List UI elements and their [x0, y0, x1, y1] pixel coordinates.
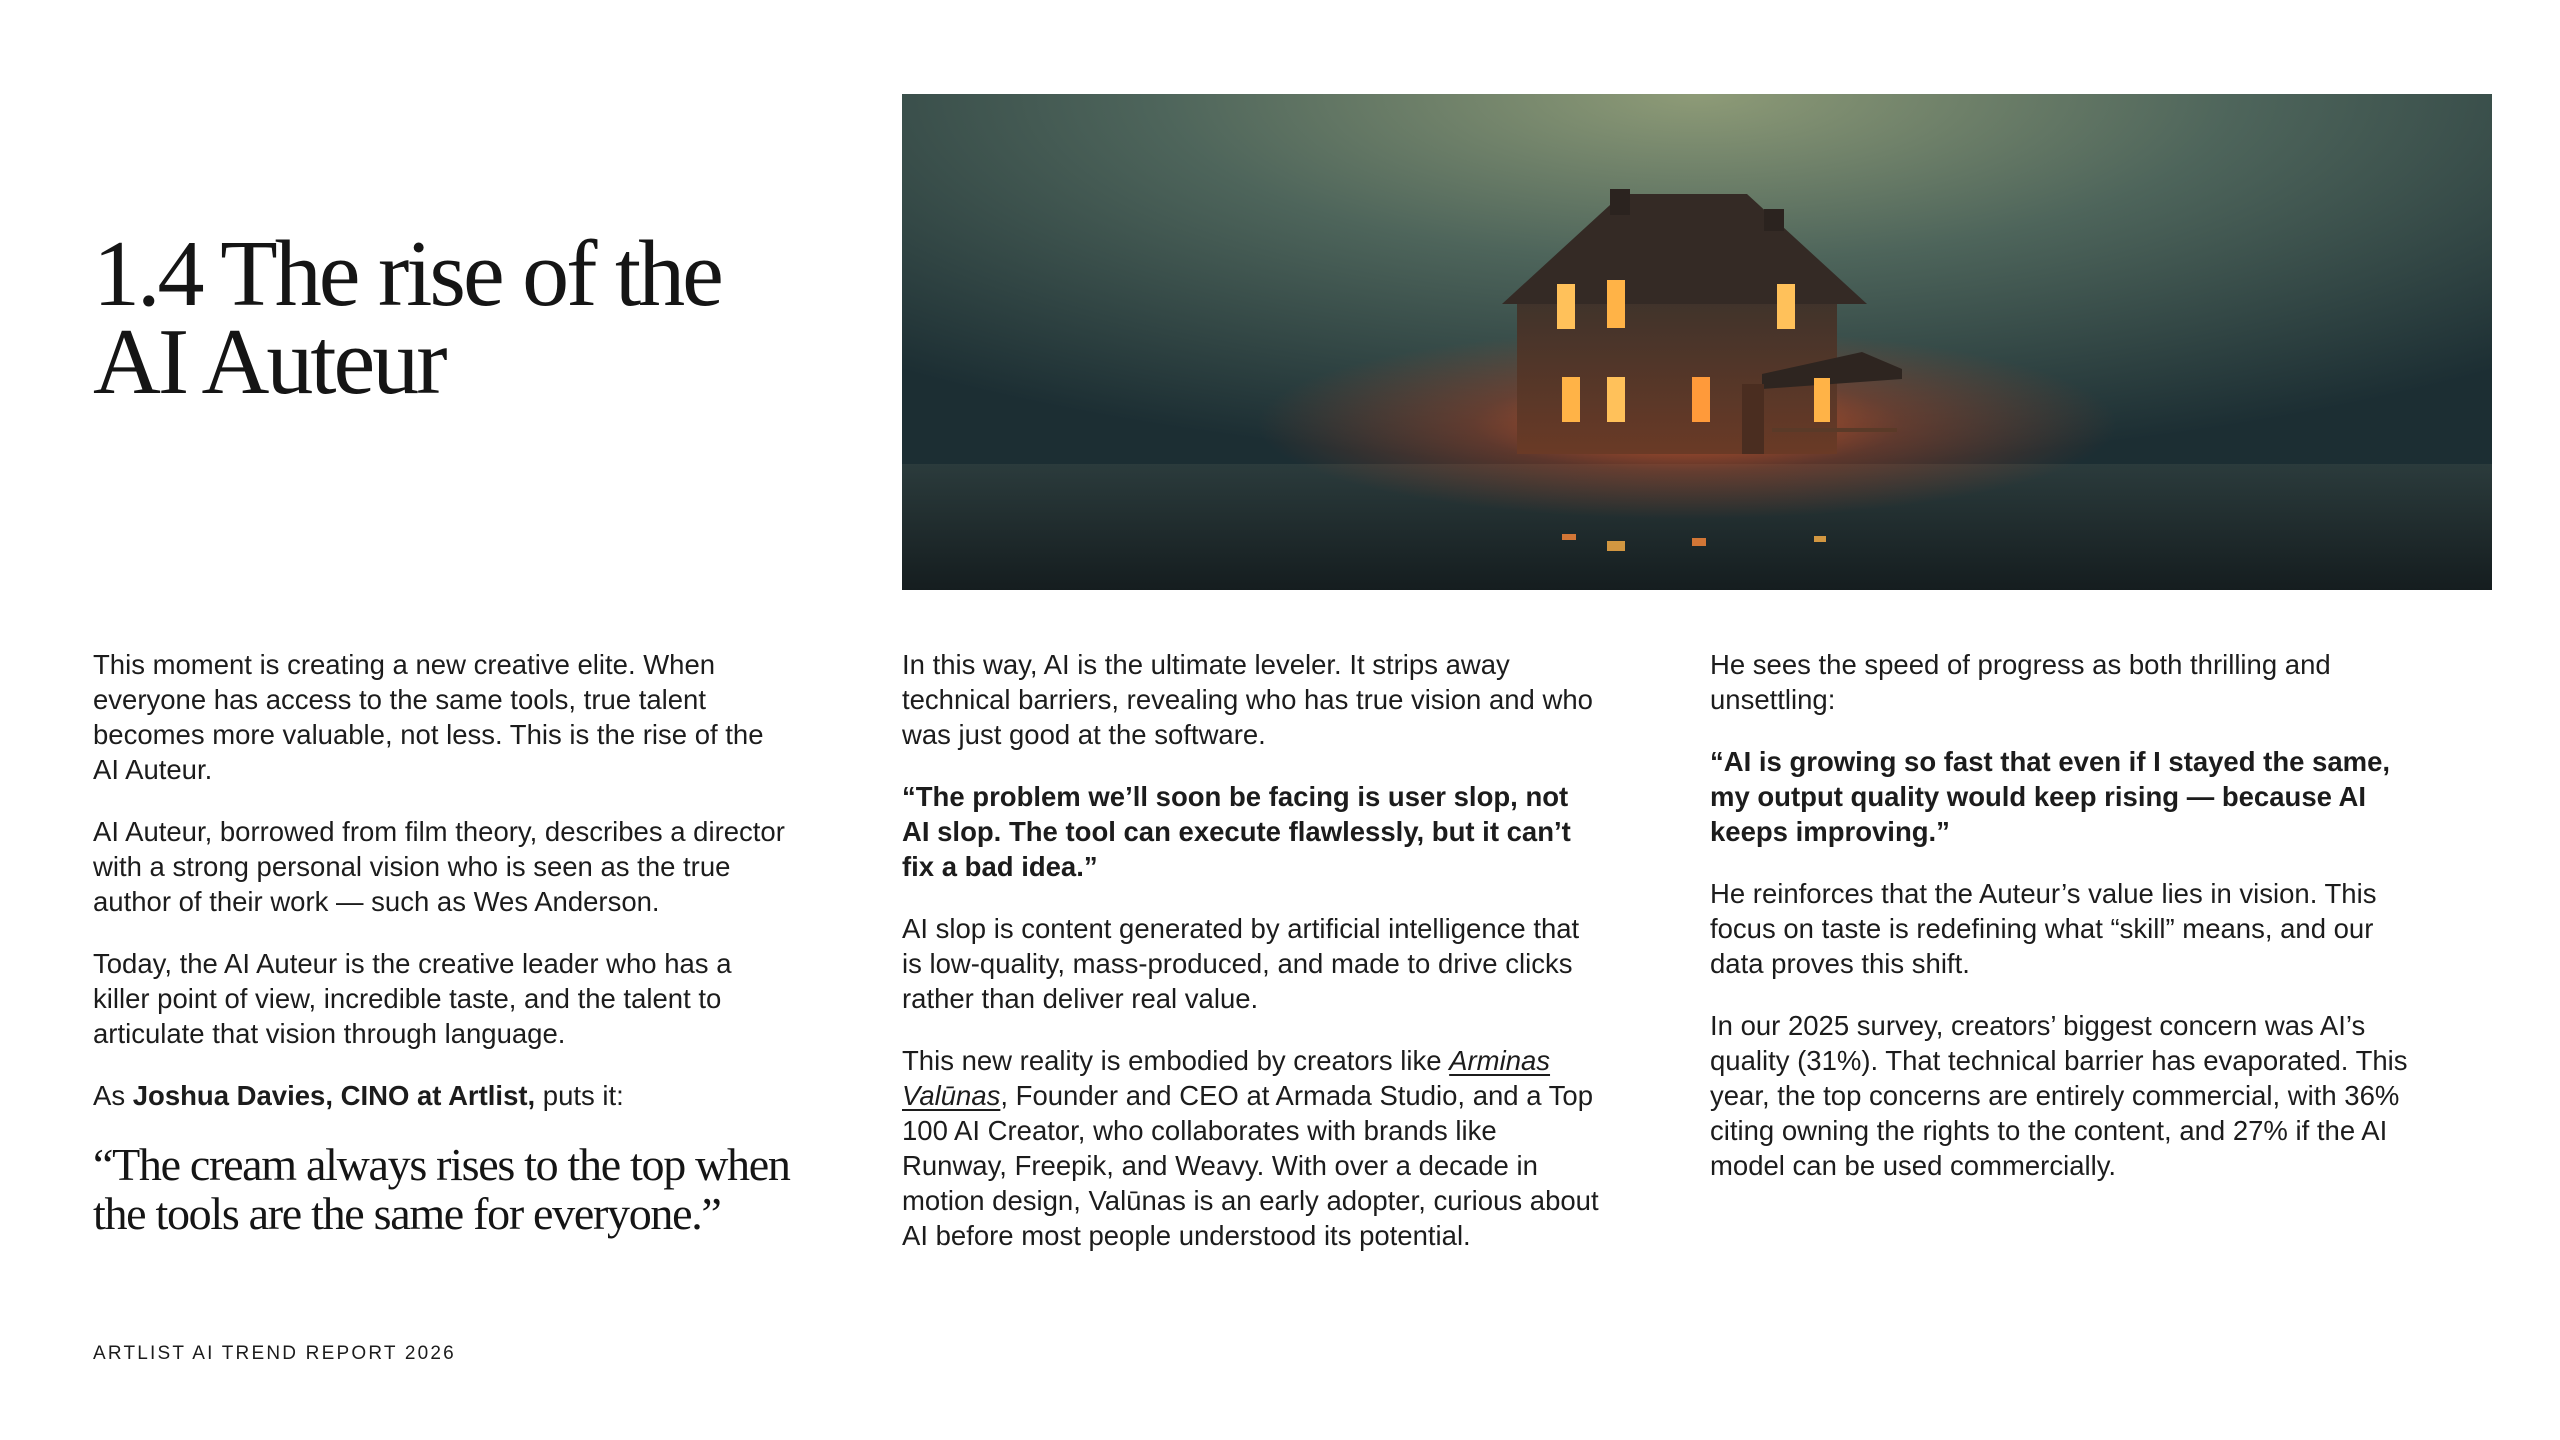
paragraph-suffix: , Founder and CEO at Armada Studio, and a Top 100 AI Creator, who collaborates with brands like Runway, Freepik, and Weavy. With over a decade in motion design, Valūnas is an early adopter, curious about AI before most people understood its potential.	[902, 1080, 1599, 1251]
house-photo-icon	[902, 94, 2492, 590]
attribution-name: Joshua Davies, CINO at Artlist,	[132, 1080, 536, 1111]
door	[1742, 384, 1764, 454]
chimney-left	[1610, 189, 1630, 215]
attribution-prefix: As	[93, 1080, 133, 1111]
paragraph: He sees the speed of progress as both thrilling and unsettling:	[1710, 649, 2331, 715]
page-title-line-1: 1.4 The rise of the	[93, 222, 721, 326]
window	[1557, 284, 1575, 329]
reflection	[1692, 538, 1706, 546]
paragraph: This moment is creating a new creative elite. When everyone has access to the same tools, true talent becomes more valuable, not less. This is the rise of the AI Auteur.	[93, 649, 764, 785]
column-left	[93, 647, 793, 1265]
paragraph: He reinforces that the Auteur’s value lies in vision. This focus on taste is redefining what “skill” means, and our data proves this shift.	[1710, 878, 2377, 979]
page-title-line-2: AI Auteur	[93, 310, 445, 414]
paragraph: AI Auteur, borrowed from film theory, describes a director with a strong personal vision who is seen as the true author of their work — such as Wes Anderson.	[93, 816, 785, 917]
chimney-right	[1764, 209, 1784, 231]
hero-image	[902, 94, 2492, 590]
window	[1692, 377, 1710, 422]
column-right	[1710, 647, 2410, 1210]
reflection	[1562, 534, 1576, 540]
window	[1562, 377, 1580, 422]
reflection	[1814, 536, 1826, 542]
column-middle	[902, 647, 1602, 1280]
footer-label: ARTLIST AI TREND REPORT 2026	[93, 1343, 456, 1364]
bold-quote: “AI is growing so fast that even if I stayed the same, my output quality would keep rising — because AI keeps improving.”	[1710, 746, 2391, 847]
page-title	[93, 222, 853, 414]
paragraph: AI slop is content generated by artificial intelligence that is low-quality, mass-produced, and made to drive clicks rather than deliver real value.	[902, 913, 1580, 1014]
bold-quote: “The problem we’ll soon be facing is user slop, not AI slop. The tool can execute flawlessly, but it can’t fix a bad idea.”	[902, 781, 1571, 882]
window	[1607, 280, 1625, 328]
window	[1814, 378, 1830, 422]
paragraph: In our 2025 survey, creators’ biggest concern was AI’s quality (31%). That technical barrier has evaporated. This year, the top concerns are entirely commercial, with 36% citing owning the rights to the content, and 27% if the AI model can be used commercially.	[1710, 1010, 2408, 1181]
attribution-suffix: puts it:	[535, 1080, 624, 1111]
window	[1607, 377, 1625, 422]
attribution	[93, 1078, 793, 1113]
reflection	[1607, 541, 1625, 551]
pull-quote: “The cream always rises to the top when the tools are the same for everyone.”	[93, 1139, 790, 1239]
creator-link[interactable]: Arminas Valūnas	[902, 1045, 1551, 1111]
paragraph-prefix: This new reality is embodied by creators like	[902, 1045, 1450, 1076]
paragraph: In this way, AI is the ultimate leveler. It strips away technical barriers, revealing who has true vision and who was just good at the software.	[902, 649, 1593, 750]
paragraph	[902, 1043, 1602, 1253]
window	[1777, 284, 1795, 329]
porch-rail	[1772, 428, 1897, 432]
paragraph: Today, the AI Auteur is the creative leader who has a killer point of view, incredible taste, and the talent to articulate that vision through language.	[93, 948, 732, 1049]
